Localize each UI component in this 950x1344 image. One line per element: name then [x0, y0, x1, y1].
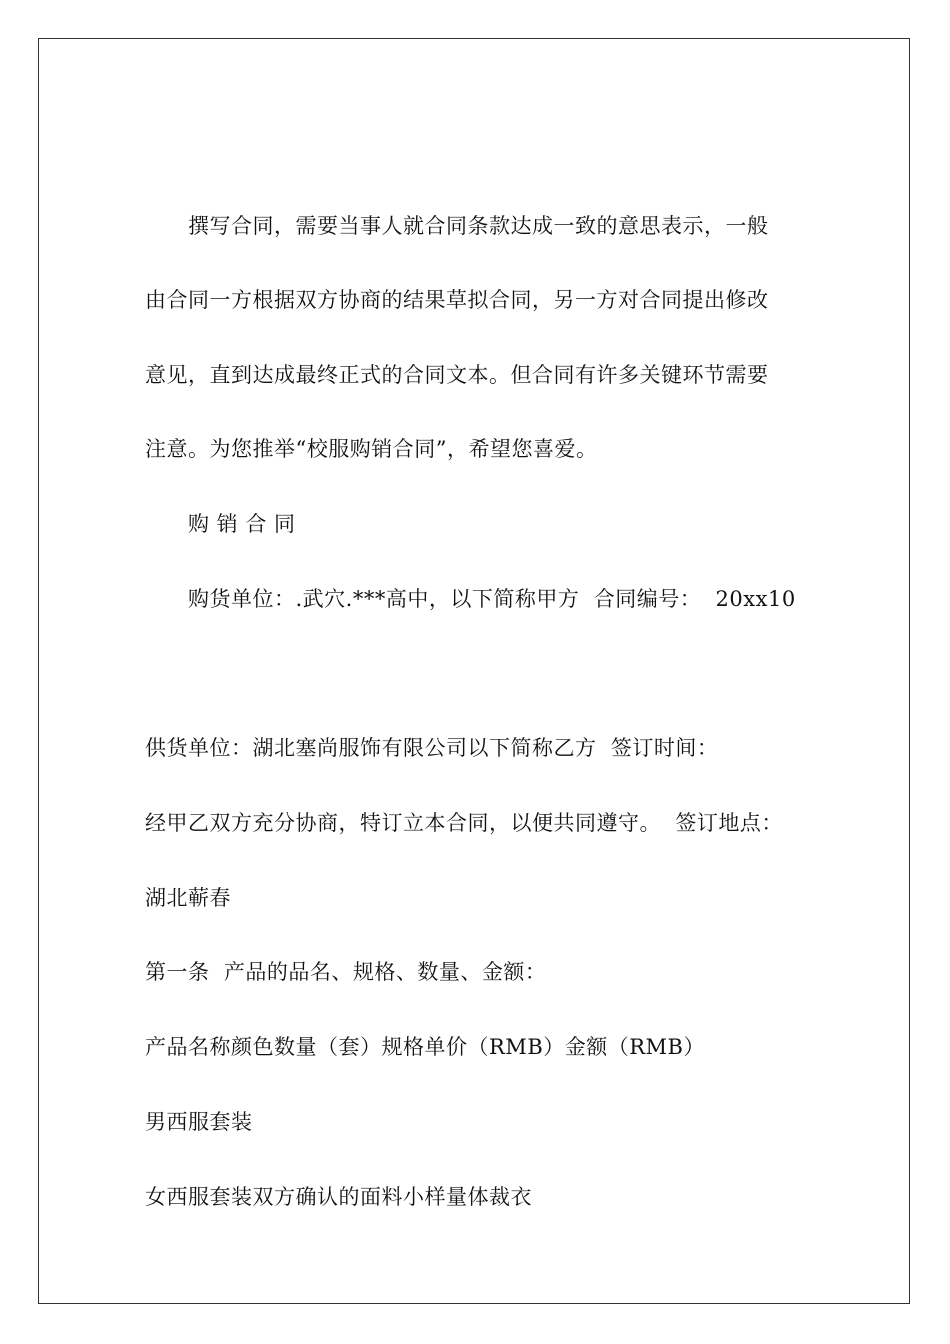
- intro-line-3: 意见，直到达成最终正式的合同文本。但合同有许多关键环节需要: [145, 363, 769, 387]
- product-women-line: 女西服套装双方确认的面料小样量体裁衣: [145, 1185, 532, 1209]
- contract-title: 购 销 合 同: [188, 512, 296, 536]
- location-line: 湖北蕲春: [145, 886, 231, 910]
- supplier-line: 供货单位：湖北塞尚服饰有限公司以下简称乙方 签订时间：: [145, 736, 719, 760]
- product-men-line: 男西服套装: [145, 1110, 253, 1134]
- buyer-line: 购货单位：.武穴.***高中，以下简称甲方 合同编号： 20xx10: [188, 587, 796, 611]
- intro-line-1: 撰写合同，需要当事人就合同条款达成一致的意思表示，一般: [188, 214, 769, 238]
- table-header-line: 产品名称颜色数量（套）规格单价（RMB）金额（RMB）: [145, 1035, 705, 1059]
- intro-line-4: 注意。为您推举“校服购销合同”，希望您喜爱。: [145, 437, 598, 461]
- agreement-line: 经甲乙双方充分协商，特订立本合同，以便共同遵守。 签订地点：: [145, 811, 783, 835]
- article-1-line: 第一条 产品的品名、规格、数量、金额：: [145, 960, 547, 984]
- intro-line-2: 由合同一方根据双方协商的结果草拟合同，另一方对合同提出修改: [145, 288, 769, 312]
